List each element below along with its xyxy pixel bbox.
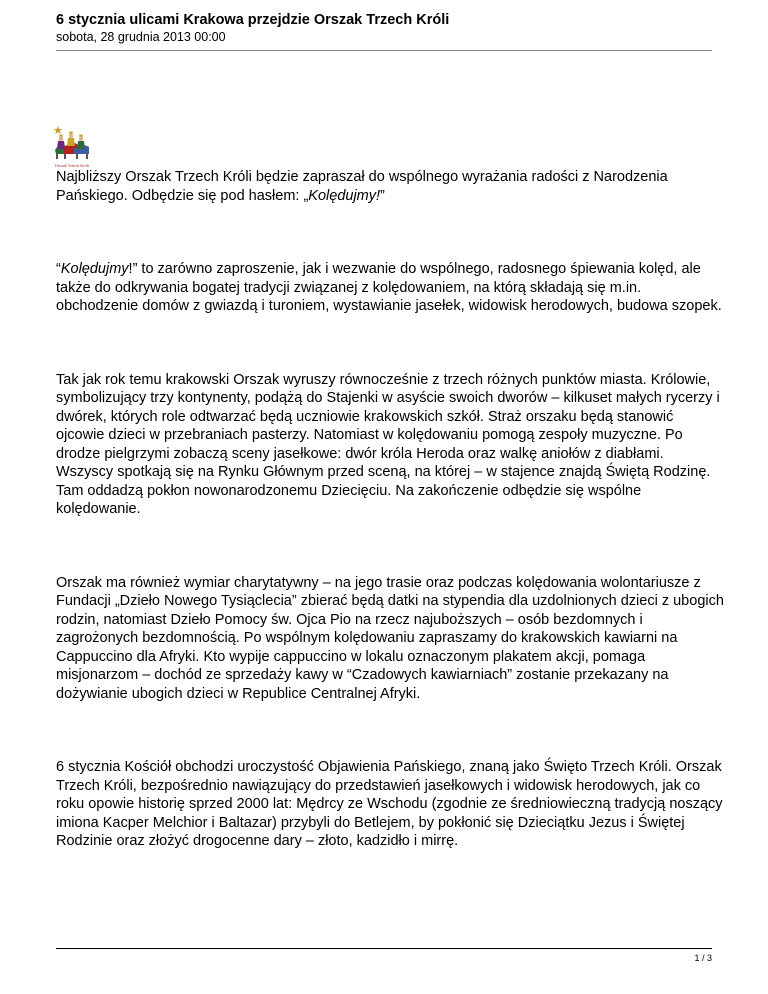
slogan-text: Kolędujmy — [60, 261, 129, 277]
paragraph-text: !” to zarówno zaproszenie, jak i wezwanie do wspólnego, radosnego śpiewania kolęd, ale także do odkrywania bogatej tradycji związanej z kolędowaniem, na którą składają się m.in. obchodzenie domów z gwiazdą i turoniem, wystawianie jasełek, widowisk herodowych, budowa szopek. — [56, 261, 722, 314]
page-number: 1 / 3 — [694, 953, 712, 963]
paragraph-text: “ — [56, 261, 61, 277]
logo-caption: Orszak Trzech Króli — [54, 163, 90, 168]
paragraph-koledujmy — [56, 260, 724, 316]
three-kings-logo-icon — [52, 124, 92, 170]
document-header — [56, 12, 449, 45]
article-body — [56, 168, 724, 906]
paragraph-intro — [56, 168, 724, 205]
paragraph-text: ” — [380, 187, 385, 204]
header-divider — [56, 50, 712, 51]
paragraph-text: Najbliższy Orszak Trzech Króli będzie zapraszał do wspólnego wyrażania radości z Narodzenia Pańskiego. Odbędzie się pod hasłem: „ — [56, 169, 668, 204]
publish-date: sobota, 28 grudnia 2013 00:00 — [56, 30, 226, 44]
slogan-text: Kolędujmy! — [308, 187, 381, 204]
paragraph-charity: Orszak ma również wymiar charytatywny – na jego trasie oraz podczas kolędowania wolontariusze z Fundacji „Dzieło Nowego Tysiąclecia” zbierać będą datki na stypendia dla uzdolnionych dzieci z ubogich rodzin, natomiast Dzieło Pomocy św. Ojca Pio na rzecz najuboższych – osób bezdomnych i zagrożonych bezdomnością. Po wspólnym kolędowaniu zapraszamy do krakowskich kawiarni na Cappuccino dla Afryki. Kto wypije cappuccino w lokalu oznaczonym plakatem akcji, pomaga misjonarzom – dochód ze sprzedaży kawy w “Czadowych kawiarniach” zostanie przekazany na dożywianie ubogich dzieci w Republice Centralnej Afryki. — [56, 574, 724, 702]
page-title: 6 stycznia ulicami Krakowa przejdzie Orszak Trzech Króli — [56, 12, 450, 28]
footer-divider — [56, 948, 712, 949]
paragraph-route: Tak jak rok temu krakowski Orszak wyruszy równocześnie z trzech różnych punktów miasta. Królowie, symbolizujący trzy kontynenty, podążą do Stajenki w asyście swoich dworów – kilkuset małych rycerzy i dwórek, których role odtwarzać będą uczniowie krakowskich szkół. Straż orszaku będą stanowić ojcowie dzieci w przebraniach pasterzy. Natomiast w kolędowaniu pomogą zespoły muzyczne. Po drodze pielgrzymi zobaczą sceny jasełkowe: dwór króla Heroda oraz walkę aniołów z diabłami. Wszyscy spotkają się na Rynku Głównym przed sceną, na której – w stajence znajdą Świętą Rodzinę. Tam oddadzą pokłon nowonarodzonemu Dziecięciu. Na zakończenie odbędzie się wspólne kolędowanie. — [56, 371, 720, 517]
paragraph-epiphany: 6 stycznia Kościół obchodzi uroczystość Objawienia Pańskiego, znaną jako Święto Trzech Króli. Orszak Trzech Króli, bezpośrednio nawiązujący do przedstawień jasełkowych i widowisk herodowych, jak co roku opowie historię sprzed 2000 lat: Mędrcy ze Wschodu (zgodnie ze średniowieczną tradycją noszący imiona Kacper Melchior i Baltazar) przybyli do Betlejem, by pokłonić się Dzieciątku Jezus i Świętej Rodzinie oraz złożyć drogocenne dary – złoto, kadzidło i mirrę. — [56, 759, 723, 849]
